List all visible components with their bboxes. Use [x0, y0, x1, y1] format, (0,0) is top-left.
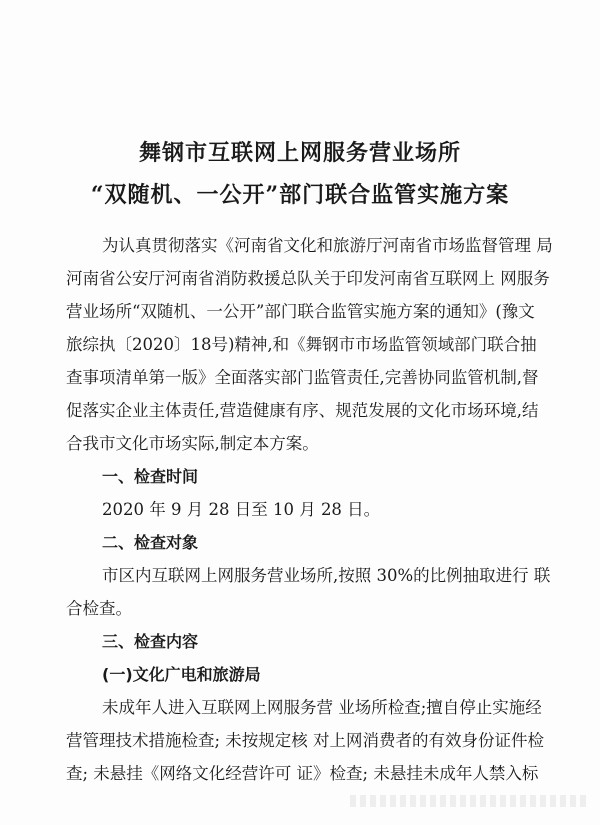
- section-text-line: 合检查。: [66, 599, 132, 618]
- subsection-text-line: 查; 未悬挂《网络文化经营许可 证》检查; 未悬挂未成年人禁入标: [66, 764, 539, 783]
- section-heading-inspection-content: 三、检查内容: [102, 632, 199, 651]
- subsection-text-line: 营管理技术措施检查; 未按规定核 对上网消费者的有效身份证件检: [66, 731, 545, 750]
- scan-artifact: [350, 795, 590, 807]
- section-heading-inspection-object: 二、检查对象: [102, 533, 199, 552]
- section-text-inspection-time: 2020 年 9 月 28 日至 10 月 28 日。: [102, 500, 381, 519]
- section-text-line: 市区内互联网上网服务营业场所,按照 30%的比例抽取进行 联: [102, 566, 551, 585]
- intro-line: 促落实企业主体责任,营造健康有序、规范发展的文化市场环境,结: [66, 401, 539, 420]
- intro-line: 旅综执〔2020〕18号)精神,和《舞钢市市场监管领域部门联合抽: [66, 335, 537, 354]
- section-heading-inspection-time: 一、检查时间: [102, 467, 199, 486]
- subsection-text-line: 未成年人进入互联网上网服务营 业场所检查;擅自停止实施经: [102, 698, 542, 717]
- intro-line: 查事项清单第一版》全面落实部门监管责任,完善协同监管机制,督: [66, 368, 539, 387]
- intro-line: 为认真贯彻落实《河南省文化和旅游厅河南省市场监督管理 局: [102, 236, 553, 255]
- intro-line: 河南省公安厅河南省消防救援总队关于印发河南省互联网上 网服务: [66, 269, 550, 288]
- intro-line: 营业场所“双随机、一公开”部门联合监管实施方案的通知》(豫文: [66, 302, 535, 321]
- document-title-line-2: “双随机、一公开”部门联合监管实施方案: [90, 182, 510, 208]
- subsection-heading-culture-tourism: (一)文化广电和旅游局: [102, 665, 261, 684]
- intro-line: 合我市文化市场实际,制定本方案。: [66, 434, 319, 453]
- document-title-line-1: 舞钢市互联网上网服务营业场所: [138, 140, 461, 166]
